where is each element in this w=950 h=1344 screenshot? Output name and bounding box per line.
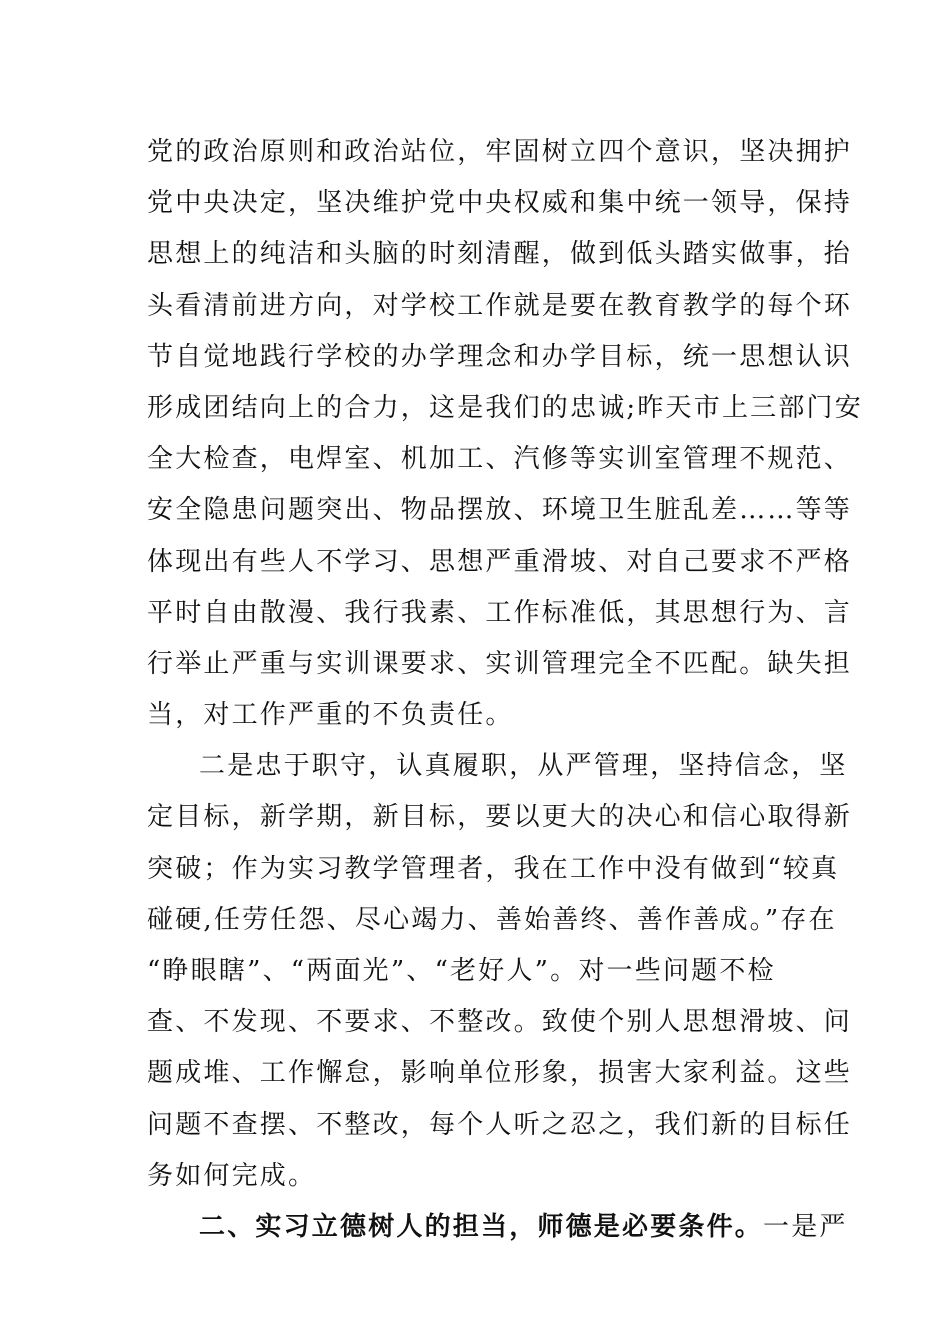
text-line: 二是忠于职守，认真履职，从严管理，坚持信念，坚 bbox=[199, 751, 848, 782]
section-heading-continuation: 一是严 bbox=[763, 1211, 848, 1242]
text-line: 体现出有些人不学习、思想严重滑坡、对自己要求不严格 bbox=[147, 546, 853, 577]
text-line: 党的政治原则和政治站位，牢固树立四个意识，坚决拥护 bbox=[147, 137, 853, 167]
text-line: 务如何完成。 bbox=[147, 1160, 317, 1191]
text-line: 思想上的纯洁和头脑的时刻清醒，做到低头踏实做事，抬 bbox=[147, 239, 853, 270]
paragraph-2 bbox=[147, 741, 853, 1202]
paragraph-1 bbox=[147, 127, 863, 741]
text-line: 安全隐患问题突出、物品摆放、环境卫生脏乱差……等等 bbox=[147, 495, 853, 526]
section-heading: 二、实习立德树人的担当，师德是必要条件。 bbox=[199, 1211, 764, 1242]
section-heading-line bbox=[147, 1202, 848, 1253]
document-body bbox=[147, 127, 863, 1253]
text-line: 碰硬,任劳任怨、尽心竭力、善始善终、善作善成。”存在 bbox=[147, 904, 837, 935]
text-line: 当，对工作严重的不负责任。 bbox=[147, 700, 514, 731]
text-line: 全大检查，电焊室、机加工、汽修等实训室管理不规范、 bbox=[147, 444, 853, 475]
text-line: “睁眼瞎”、“两面光”、“老好人”。对一些问题不检 bbox=[147, 956, 776, 986]
text-line: 定目标，新学期，新目标，要以更大的决心和信心取得新 bbox=[147, 802, 853, 833]
text-line: 突破；作为实习教学管理者，我在工作中没有做到“较真 bbox=[147, 853, 840, 884]
text-line: 行举止严重与实训课要求、实训管理完全不匹配。缺失担 bbox=[147, 648, 853, 679]
text-line: 党中央决定，坚决维护党中央权威和集中统一领导，保持 bbox=[147, 188, 853, 219]
text-line: 查、不发现、不要求、不整改。致使个别人思想滑坡、问 bbox=[147, 1007, 853, 1038]
text-line: 节自觉地践行学校的办学理念和办学目标，统一思想认识 bbox=[147, 341, 853, 372]
text-line: 头看清前进方向，对学校工作就是要在教育教学的每个环 bbox=[147, 290, 853, 321]
text-line: 平时自由散漫、我行我素、工作标准低，其思想行为、言 bbox=[147, 597, 853, 628]
text-line: 题成堆、工作懈怠，影响单位形象，损害大家利益。这些 bbox=[147, 1058, 853, 1089]
text-line: 问题不查摆、不整改，每个人听之忍之，我们新的目标任 bbox=[147, 1109, 853, 1140]
text-line: 形成团结向上的合力，这是我们的忠诚;昨天市上三部门安 bbox=[147, 392, 863, 423]
